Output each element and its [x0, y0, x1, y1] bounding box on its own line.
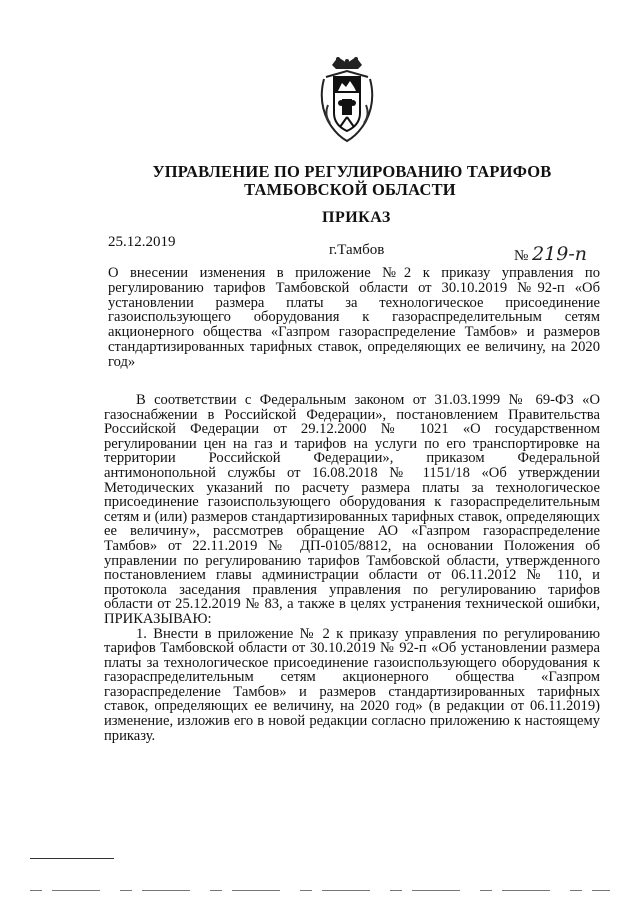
- organization-name-line2: ТАМБОВСКОЙ ОБЛАСТИ: [244, 180, 456, 199]
- body-line: изменение, изложив его в новой редакции согласно приложению к настоящему: [104, 714, 600, 729]
- handwritten-number: 219-п: [532, 243, 587, 265]
- body-line: сетям и (или) размеров стандартизированных тарифных ставок, определяющих: [104, 509, 600, 525]
- document-number: [514, 243, 587, 265]
- body-line: области от 25.12.2019 № 83, а также в целях устранения технической ошибки,: [104, 597, 600, 612]
- body-line: газораспределительным сетям акционерного общества «Газпром: [104, 670, 600, 685]
- body-line: Российской Федерации от 29.12.2000 № 1021 «О государственном: [104, 422, 600, 437]
- subject-line: стандартизированных тарифных ставок, определяющих ее величину, на 2020: [108, 338, 600, 355]
- footnote-divider: [30, 858, 114, 859]
- body-line: ставок, определяющих ее величину, на 2020 год» (в редакции от 06.11.2019): [104, 699, 600, 715]
- body-line: В соответствии с Федеральным законом от 31.03.1999 № 69-ФЗ «О: [136, 393, 600, 408]
- body-line: Методических указаний по расчету размера платы за технологическое: [104, 480, 600, 496]
- body-line: ее величину», рассмотрев обращение АО «Газпром газораспределение: [104, 524, 600, 539]
- body-line: постановлением главы администрации области от 06.11.2012 № 110, и: [104, 568, 600, 583]
- document-city: г.Тамбов: [329, 242, 385, 258]
- body-line: газораспределение Тамбов» и размеров стандартизированных тарифных: [104, 684, 600, 700]
- body-line: газоснабжении в Российской Федерации», постановлением Правительства: [104, 407, 600, 423]
- body-line: приказу.: [104, 728, 156, 744]
- body-line: присоединение газоиспользующего оборудования к газораспределительным: [104, 495, 600, 510]
- subject-line: регулированию тарифов Тамбовской области от 30.10.2019 №92-п «Об: [108, 279, 600, 296]
- subject-heading: [108, 266, 600, 370]
- subject-line: газоиспользующего оборудования к газораспределительным сетям: [108, 309, 600, 326]
- number-sign: №: [514, 248, 529, 264]
- subject-line: О внесении изменения в приложение №2 к приказу управления по: [108, 265, 600, 281]
- subject-line: акционерного общества «Газпром газораспределение Тамбов» и размеров: [108, 324, 600, 341]
- body-line: протокола заседания правления управления по регулированию тарифов: [104, 582, 600, 598]
- body-line: регулировании цен на газ и тарифов на услуги по его транспортировке на: [104, 436, 600, 452]
- tambov-coat-of-arms-icon: [318, 55, 376, 147]
- document-body: [104, 393, 600, 743]
- page-bottom-dashes: [30, 890, 610, 891]
- body-line: тарифов Тамбовской области от 30.10.2019 № 92-п «Об установлении размера: [104, 641, 600, 656]
- body-line: антимонопольной службы от 16.08.2018 № 1151/18 «Об утверждении: [104, 465, 600, 481]
- organization-name-line1: УПРАВЛЕНИЕ ПО РЕГУЛИРОВАНИЮ ТАРИФОВ: [152, 162, 552, 181]
- subject-line: установлении размера платы за технологическое присоединение: [108, 294, 600, 311]
- body-line: территории Российской Федерации», приказом Федеральной: [104, 451, 600, 466]
- body-line: управлении по регулированию тарифов Тамбовской области, утвержденного: [104, 553, 600, 569]
- body-line: платы за технологическое присоединение газоиспользующего оборудования к: [104, 655, 600, 671]
- body-line: 1. Внести в приложение № 2 к приказу управления по регулированию: [136, 626, 600, 642]
- document-date: 25.12.2019: [108, 234, 176, 250]
- body-line: Тамбов» от 22.11.2019 № ДП-0105/8812, на основании Положения об: [104, 538, 600, 554]
- subject-line: год»: [108, 353, 136, 370]
- document-type-title: ПРИКАЗ: [322, 209, 391, 226]
- body-line-orders: ПРИКАЗЫВАЮ:: [104, 611, 212, 627]
